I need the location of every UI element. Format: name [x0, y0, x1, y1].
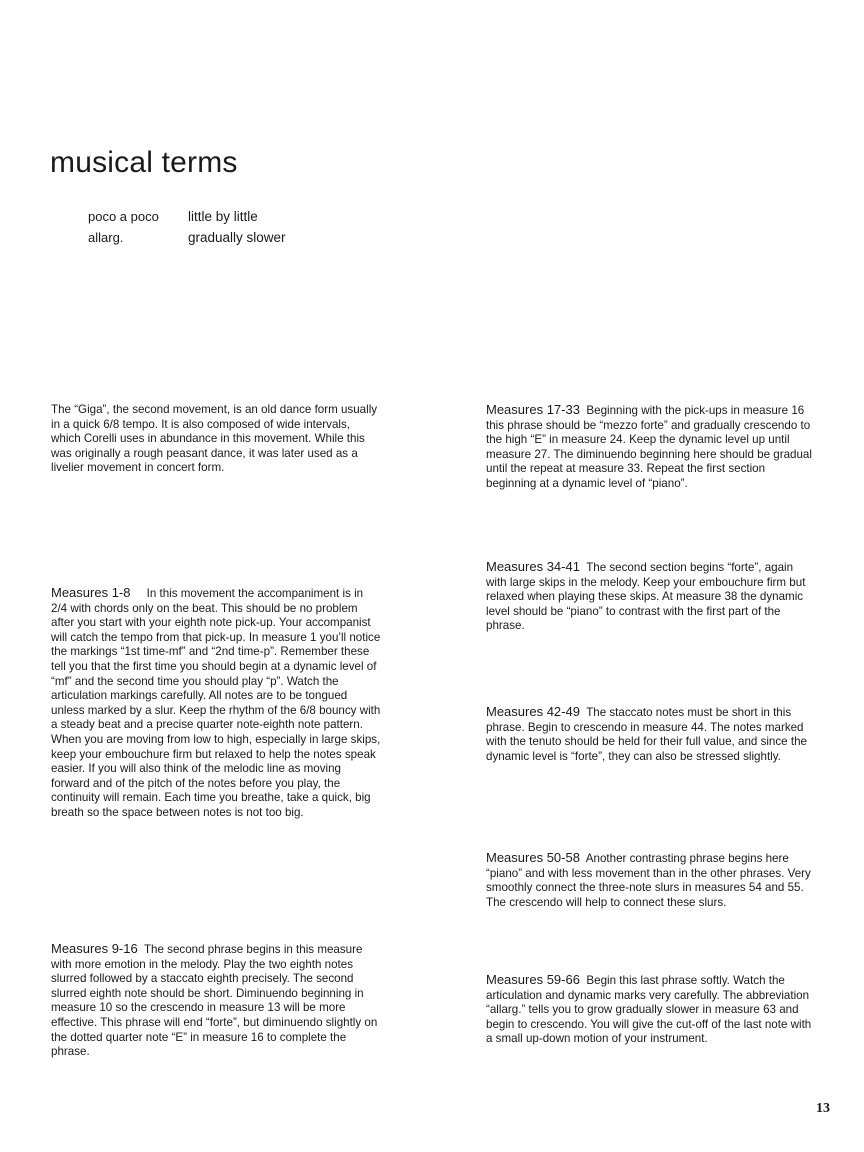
term-row — [88, 227, 286, 248]
term-row — [88, 206, 286, 227]
section-measures-9-16 — [51, 942, 381, 1060]
section-heading: Measures 17-33 — [486, 402, 580, 417]
section-text: The second phrase begins in this measure with more emotion in the melody. Play the two eighth notes slurred followed by a staccato eighth precisely. The second slurred eighth note should be short. Diminuendo beginning in measure 10 so the crescendo in measure 13 will be more effective. This phrase will end “forte”, but diminuendo slightly on the dotted quarter note “E” in measure 16 to complete the phrase. — [51, 943, 378, 1059]
section-measures-17-33 — [486, 403, 816, 492]
page-number: 13 — [816, 1101, 830, 1116]
section-measures-50-58 — [486, 851, 816, 910]
section-heading: Measures 1-8 — [51, 585, 131, 600]
section-measures-1-8 — [51, 586, 381, 821]
section-heading: Measures 50-58 — [486, 850, 580, 865]
section-heading: Measures 42-49 — [486, 704, 580, 719]
section-heading: Measures 34-41 — [486, 559, 580, 574]
term-word: poco a poco — [88, 209, 159, 224]
section-text: The staccato notes must be short in this phrase. Begin to crescendo in measure 44. The notes marked with the tenuto should be held for their full value, and since the dynamic level is “forte”, they can also be stressed slightly. — [486, 706, 807, 763]
term-definition: little by little — [188, 209, 258, 224]
section-measures-34-41 — [486, 560, 816, 634]
intro-paragraph: The “Giga”, the second movement, is an old dance form usually in a quick 6/8 tempo. It is also composed of wide intervals, which Corelli uses in abundance in this movement. While this was originally a rough peasant dance, it was later used as a livelier movement in concert form. — [51, 403, 378, 475]
section-heading: Measures 59-66 — [486, 972, 580, 987]
section-heading: Measures 9-16 — [51, 941, 138, 956]
section-text: Another contrasting phrase begins here “piano” and with less movement than in the other phrases. Very smoothly connect the three-note slurs in measures 54 and 55. The crescendo will help to connect these slurs. — [486, 852, 811, 909]
section-text: Begin this last phrase softly. Watch the articulation and dynamic marks very carefully. The abbreviation “allarg.” tells you to grow gradually slower in measure 63 and begin to crescendo. You will give the cut-off of the last note with a small up-down motion of your instrument. — [486, 974, 812, 1046]
section-measures-59-66 — [486, 973, 816, 1047]
section-measures-42-49 — [486, 705, 816, 764]
term-definition: gradually slower — [188, 230, 286, 245]
section-text: In this movement the accompaniment is in 2/4 with chords only on the beat. This should be no problem after you start with your eighth note pick-up. Your accompanist will catch the tempo from that pick-up. In measure 1 you’ll notice the markings “1st time-mf” and “2nd time-p”. Remember these tell you that the first time you should begin at a dynamic level of “mf” and the second time you should play “p”. Watch the articulation markings carefully. All notes are to be tongued unless marked by a slur. Keep the rhythm of the 6/8 bouncy with a steady beat and a precise quarter note-eighth note pattern. When you are moving from low to high, especially in large skips, keep your embouchure firm but relaxed to help the notes speak easier. If you will also think of the melodic line as moving forward and of the pitch of the notes before you play, the continuity will remain. Each time you breathe, take a quick, big breath so the space between notes is not too big. — [51, 587, 381, 819]
section-text: The second section begins “forte”, again with large skips in the melody. Keep your embouchure firm but relaxed when playing these skips. At measure 38 the dynamic level should be “piano” to contrast with the first part of the phrase. — [486, 561, 806, 633]
section-text: Beginning with the pick-ups in measure 16 this phrase should be “mezzo forte” and gradually crescendo to the high “E” in measure 24. Keep the dynamic level up until measure 27. The diminuendo beginning here should be gradual until the repeat at measure 33. Repeat the first section beginning at a dynamic level of “piano”. — [486, 404, 812, 490]
page-title: musical terms — [50, 146, 238, 179]
term-word: allarg. — [88, 230, 124, 245]
terms-list — [88, 206, 286, 248]
